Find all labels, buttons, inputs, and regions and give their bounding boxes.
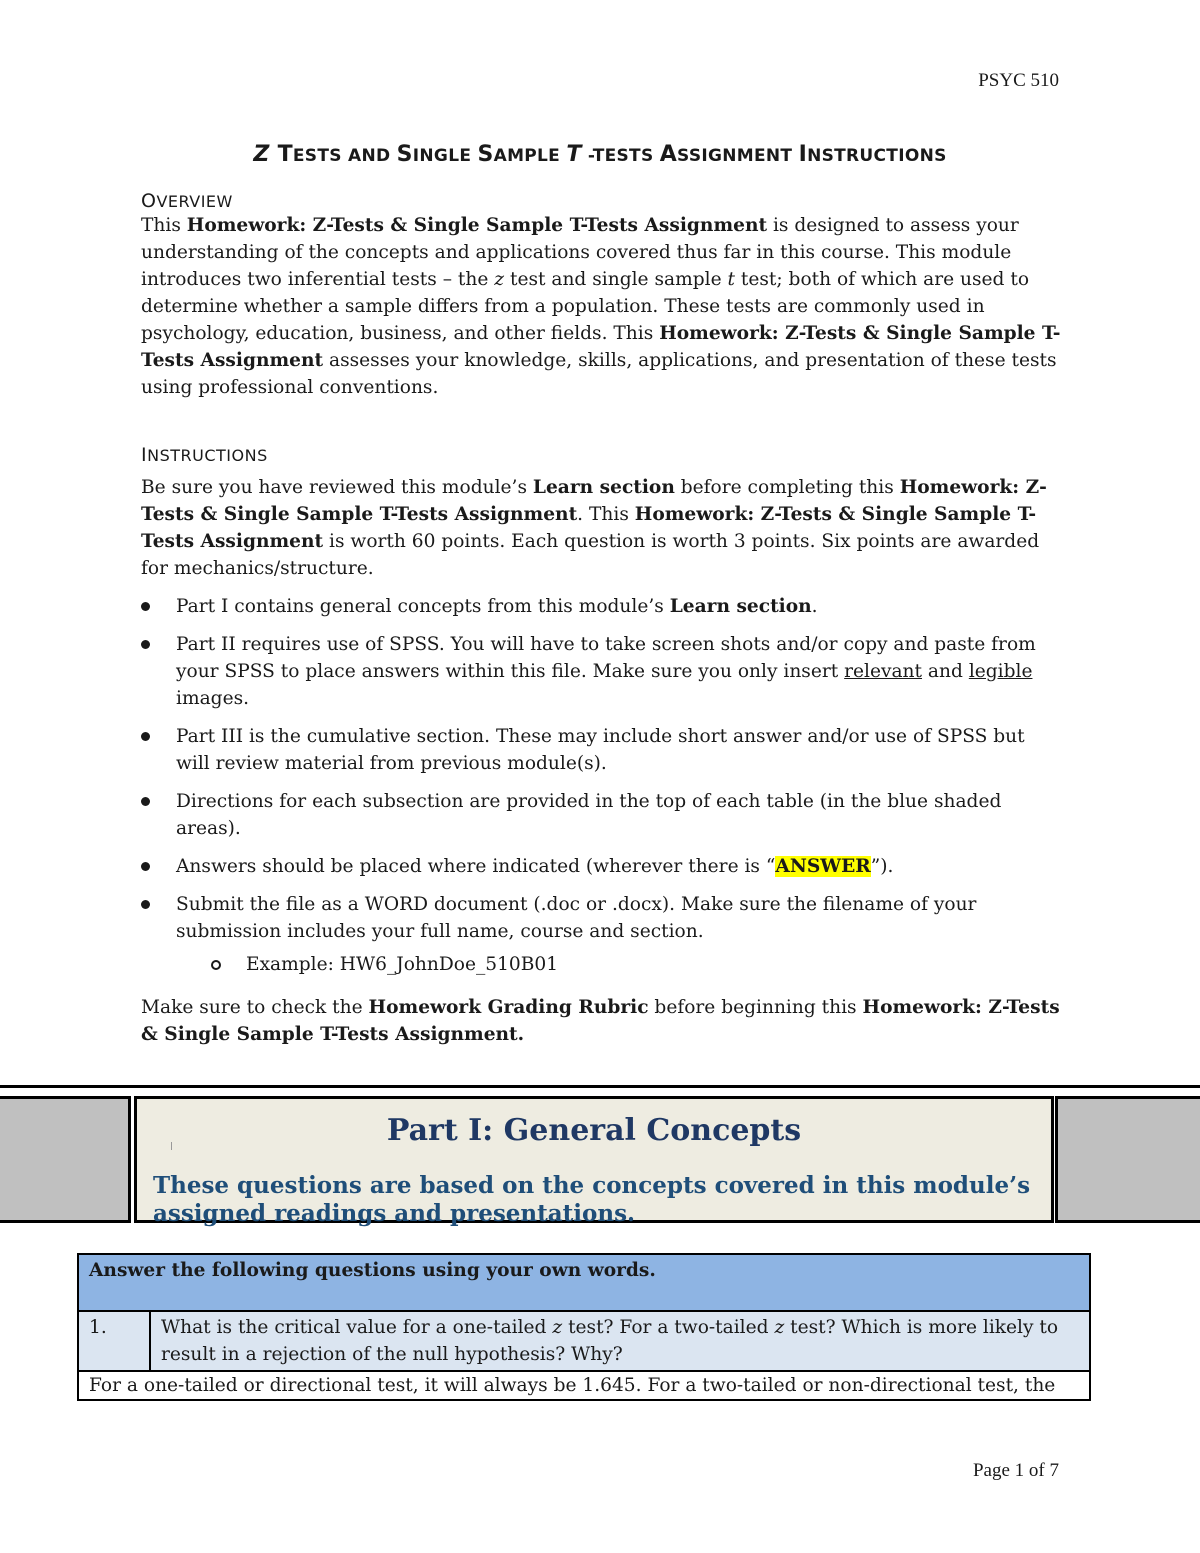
table-row (78, 1311, 1090, 1371)
question-text (150, 1311, 1090, 1371)
text: Example: HW6_JohnDoe_510B01 (246, 954, 559, 975)
underlined-text: relevant (844, 661, 923, 682)
instructions-bullet-list (141, 593, 1061, 945)
heading-cap: I (141, 444, 148, 466)
list-item (141, 891, 1061, 945)
list-item (141, 853, 1061, 880)
table-row (78, 1254, 1090, 1311)
text: Part I contains general concepts from this module’s (176, 596, 670, 617)
bold-text: Learn section (532, 477, 675, 498)
table-header-cell: Answer the following questions using your own words. (78, 1254, 1090, 1311)
italic-text: t (727, 269, 735, 290)
bullet-icon (141, 732, 150, 741)
text: test? Which is more likely to result in a rejection of the null hypothesis? Why? (161, 1317, 1059, 1365)
answer-cell[interactable]: For a one-tailed or directional test, it will always be 1.645. For a two-tailed or non-directional test, the (78, 1371, 1090, 1400)
title-part: T (277, 142, 293, 167)
part-title: Part I: General Concepts (386, 1113, 802, 1148)
text: is designed to assess your understanding of the concepts and applications covered thus far in this course. This module introduces two inferential tests – the (141, 215, 1019, 290)
banner-center-block (134, 1096, 1054, 1227)
bullet-icon (141, 797, 150, 806)
text: What is the critical value for a one-tailed (161, 1317, 553, 1338)
title-part: INGLE (412, 146, 478, 166)
text: test and single sample (504, 269, 728, 290)
text: test? For a two-tailed (562, 1317, 775, 1338)
part-subtitle: These questions are based on the concepts covered in this module’s assigned readings and presentations. (153, 1172, 1031, 1227)
text: images. (176, 688, 250, 709)
title-part: S (396, 142, 413, 167)
question-table (77, 1253, 1091, 1401)
bold-text: Homework: Z-Tests & Single Sample T-Tests Assignment (141, 504, 1037, 552)
table-row (78, 1371, 1090, 1400)
hollow-bullet-icon (211, 960, 221, 970)
title-part: AMPLE (493, 146, 567, 166)
text: ”). (870, 856, 894, 877)
instructions-heading (141, 444, 1061, 466)
highlighted-answer-text: ANSWER (775, 856, 871, 877)
overview-heading (141, 190, 1061, 212)
text: assesses your knowledge, skills, applications, and presentation of these tests using professional conventions. (141, 350, 1057, 398)
heading-rest: VERVIEW (156, 192, 233, 211)
text: Directions for each subsection are provided in the top of each table (in the blue shaded areas). (176, 791, 1002, 839)
page-number: Page 1 of 7 (972, 1460, 1059, 1481)
text: . (811, 596, 818, 617)
text: is worth 60 points. Each question is worth 3 points. Six points are awarded for mechanics/structure. (141, 531, 1040, 579)
underlined-text: legible (968, 661, 1033, 682)
heading-cap: O (141, 190, 157, 212)
question-number: 1. (78, 1311, 150, 1371)
overview-section (141, 190, 1061, 401)
list-item (141, 723, 1061, 777)
text: before beginning this (648, 997, 863, 1018)
text: This (141, 215, 187, 236)
cursor-mark (171, 1142, 172, 1150)
bullet-icon (141, 602, 150, 611)
title-part: A (659, 142, 678, 167)
rubric-paragraph (141, 994, 1061, 1048)
text: Part III is the cumulative section. These may include short answer and/or use of SPSS but will review material from previous module(s). (176, 726, 1025, 774)
list-item (141, 593, 1061, 620)
text: and (922, 661, 969, 682)
title-part: I (798, 142, 808, 167)
list-item (211, 951, 1061, 978)
text: Be sure you have reviewed this module’s (141, 477, 533, 498)
bold-text: Homework: Z-Tests & Single Sample T-Tests Assignment. (141, 997, 1060, 1045)
title-part: ESTS AND (292, 146, 397, 166)
bullet-icon (141, 862, 150, 871)
title-part: S (477, 142, 494, 167)
instructions-paragraph (141, 474, 1061, 582)
bold-text: Learn section (669, 596, 812, 617)
heading-rest: NSTRUCTIONS (147, 446, 268, 465)
bold-text: Homework: Z-Tests & Single Sample T-Tests Assignment (141, 323, 1061, 371)
banner-left-block (0, 1096, 131, 1223)
text: before completing this (674, 477, 900, 498)
title-part: NSTRUCTIONS (807, 146, 947, 166)
overview-paragraph (141, 212, 1061, 401)
bullet-icon (141, 640, 150, 649)
text: Answers should be placed where indicated (wherever there is “ (176, 856, 776, 877)
title-part: SSIGNMENT (677, 146, 799, 166)
text: Submit the file as a WORD document (.doc or .docx). Make sure the filename of your submission includes your full name, course and section. (176, 894, 977, 942)
text: Make sure to check the (141, 997, 369, 1018)
bold-text: Homework Grading Rubric (368, 997, 649, 1018)
text: test; both of which are used to determine whether a sample differs from a population. These tests are commonly used in psychology, education, business, and other fields. This (141, 269, 1030, 344)
italic-text: z (552, 1317, 563, 1338)
running-header: PSYC 510 (978, 70, 1059, 91)
text: Part II requires use of SPSS. You will have to take screen shots and/or copy and paste from your SPSS to place answers within this file. Make sure you only insert (176, 634, 1036, 682)
bold-text: Homework: Z-Tests & Single Sample T-Tests Assignment (141, 477, 1047, 525)
title-z: Z (253, 142, 270, 167)
bullet-icon (141, 900, 150, 909)
list-item (141, 631, 1061, 712)
instructions-sub-list (141, 951, 1061, 978)
bold-text: Homework: Z-Tests & Single Sample T-Tests Assignment (186, 215, 768, 236)
title-part: -TESTS (581, 146, 660, 166)
document-title (0, 142, 1200, 167)
part-one-banner (0, 1085, 1200, 1227)
instructions-section (141, 444, 1061, 1048)
banner-right-block (1055, 1096, 1200, 1223)
list-item (141, 788, 1061, 842)
text: . This (577, 504, 635, 525)
italic-text: z (494, 269, 505, 290)
italic-text: z (774, 1317, 785, 1338)
title-t: T (566, 142, 582, 167)
